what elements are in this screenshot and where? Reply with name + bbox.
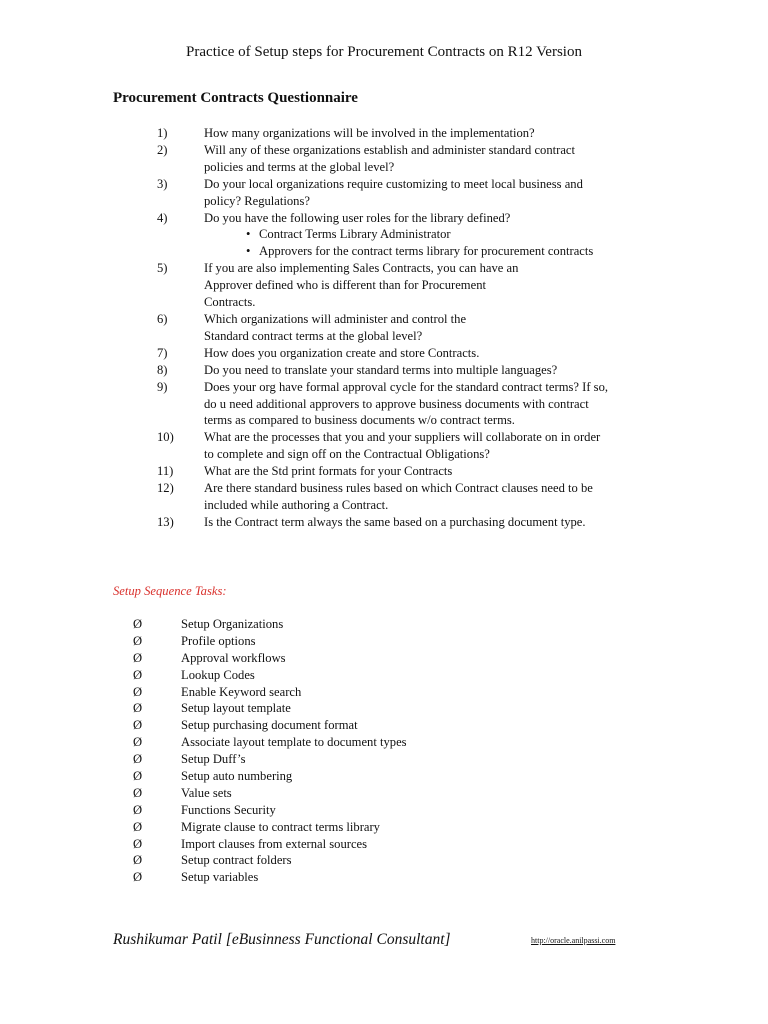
question-item — [0, 379, 768, 430]
question-number: 6) — [157, 311, 168, 326]
question-item — [0, 480, 768, 514]
tasks-list — [0, 616, 768, 886]
task-label: Setup Duff’s — [181, 752, 246, 767]
arrow-bullet-icon: Ø — [133, 650, 143, 665]
question-text-line: do u need additional approvers to approve business documents with contract — [204, 396, 589, 411]
role-bullet-text: Contract Terms Library Administrator — [259, 227, 451, 242]
task-label: Setup layout template — [181, 701, 291, 716]
task-item — [0, 869, 768, 886]
task-item — [0, 700, 768, 717]
question-text-line: How many organizations will be involved in the implementation? — [204, 126, 535, 140]
question-text-line: What are the Std print formats for your Contracts — [204, 464, 453, 479]
arrow-bullet-icon: Ø — [133, 769, 143, 784]
arrow-bullet-icon: Ø — [133, 752, 143, 767]
arrow-bullet-icon: Ø — [133, 633, 143, 648]
task-item — [0, 802, 768, 819]
arrow-bullet-icon: Ø — [133, 853, 143, 868]
task-label: Lookup Codes — [181, 667, 255, 682]
arrow-bullet-icon: Ø — [133, 836, 143, 851]
question-text-line: Do you have the following user roles for the library defined? — [204, 210, 511, 225]
footer-link[interactable]: http://oracle.anilpassi.com — [531, 936, 616, 945]
question-number: 1) — [157, 126, 168, 140]
task-item — [0, 785, 768, 802]
task-label: Setup variables — [181, 870, 259, 885]
page-title: Practice of Setup steps for Procurement Contracts on R12 Version — [186, 44, 582, 60]
task-label: Enable Keyword search — [181, 684, 302, 699]
question-number: 9) — [157, 379, 168, 394]
bullet-icon: • — [246, 244, 251, 259]
question-text-line: Is the Contract term always the same based on a purchasing document type. — [204, 514, 586, 529]
arrow-bullet-icon: Ø — [133, 718, 143, 733]
question-text-line: Contracts. — [204, 295, 256, 310]
question-text-line: Standard contract terms at the global level? — [204, 328, 423, 343]
question-item — [0, 463, 768, 480]
question-item — [0, 176, 768, 210]
question-item — [0, 345, 768, 362]
task-label: Functions Security — [181, 802, 276, 817]
task-item — [0, 650, 768, 667]
question-item — [0, 210, 768, 261]
question-number: 11) — [157, 464, 174, 479]
question-text-line: Which organizations will administer and control the — [204, 311, 467, 326]
question-number: 7) — [157, 345, 168, 360]
task-label: Associate layout template to document types — [181, 735, 407, 750]
arrow-bullet-icon: Ø — [133, 684, 143, 699]
arrow-bullet-icon: Ø — [133, 870, 143, 885]
question-text-line: Will any of these organizations establish and administer standard contract — [204, 142, 576, 157]
question-text-line: terms as compared to business documents w/o contract terms. — [204, 413, 515, 428]
task-label: Setup Organizations — [181, 617, 284, 631]
arrow-bullet-icon: Ø — [133, 802, 143, 817]
arrow-bullet-icon: Ø — [133, 785, 143, 800]
arrow-bullet-icon: Ø — [133, 667, 143, 682]
task-item — [0, 616, 768, 633]
question-number: 4) — [157, 210, 168, 225]
question-number: 2) — [157, 142, 168, 157]
question-number: 10) — [157, 430, 174, 445]
task-label: Migrate clause to contract terms library — [181, 819, 380, 834]
footer-author: Rushikumar Patil [eBusinness Functional Consultant] — [113, 931, 451, 948]
task-label: Setup auto numbering — [181, 769, 293, 784]
question-text-line: Do you need to translate your standard terms into multiple languages? — [204, 362, 558, 377]
question-text-line: Do your local organizations require customizing to meet local business and — [204, 176, 583, 191]
task-item — [0, 717, 768, 734]
section-title: Procurement Contracts Questionnaire — [113, 90, 358, 106]
arrow-bullet-icon: Ø — [133, 819, 143, 834]
questionnaire-list — [0, 125, 768, 531]
role-bullet-item — [0, 226, 768, 243]
question-text-line: Are there standard business rules based on which Contract clauses need to be — [204, 481, 593, 496]
question-item — [0, 429, 768, 463]
question-text-line: Approver defined who is different than for Procurement — [204, 278, 486, 293]
task-item — [0, 633, 768, 650]
task-item — [0, 734, 768, 751]
task-label: Setup contract folders — [181, 853, 292, 868]
role-bullet-item — [0, 243, 768, 260]
task-item — [0, 768, 768, 785]
question-text-line: Does your org have formal approval cycle for the standard contract terms? If so, — [204, 379, 609, 394]
role-bullet-list — [0, 226, 768, 260]
question-item — [0, 142, 768, 176]
task-item — [0, 819, 768, 836]
arrow-bullet-icon: Ø — [133, 735, 143, 750]
question-text-line: How does you organization create and store Contracts. — [204, 345, 480, 360]
question-text-line: to complete and sign off on the Contractual Obligations? — [204, 447, 490, 462]
question-number: 13) — [157, 514, 174, 529]
question-item — [0, 311, 768, 345]
question-text-line: If you are also implementing Sales Contracts, you can have an — [204, 261, 519, 276]
question-text-line: policies and terms at the global level? — [204, 159, 395, 174]
task-item — [0, 836, 768, 853]
question-number: 8) — [157, 362, 168, 377]
question-item — [0, 260, 768, 311]
task-label: Approval workflows — [181, 650, 286, 665]
task-label: Import clauses from external sources — [181, 836, 368, 851]
task-item — [0, 684, 768, 701]
question-item — [0, 514, 768, 531]
bullet-icon: • — [246, 227, 251, 242]
question-item — [0, 362, 768, 379]
question-number: 5) — [157, 261, 168, 276]
task-item — [0, 667, 768, 684]
arrow-bullet-icon: Ø — [133, 701, 143, 716]
arrow-bullet-icon: Ø — [133, 617, 143, 631]
task-label: Profile options — [181, 633, 256, 648]
question-text-line: What are the processes that you and your suppliers will collaborate on in order — [204, 430, 601, 445]
question-text-line: included while authoring a Contract. — [204, 497, 389, 512]
question-text-line: policy? Regulations? — [204, 193, 310, 208]
tasks-title: Setup Sequence Tasks: — [113, 584, 227, 598]
task-label: Setup purchasing document format — [181, 718, 358, 733]
role-bullet-text: Approvers for the contract terms library for procurement contracts — [259, 244, 594, 259]
question-number: 3) — [157, 176, 168, 191]
task-item — [0, 751, 768, 768]
question-item — [0, 125, 768, 142]
task-item — [0, 852, 768, 869]
question-number: 12) — [157, 481, 174, 496]
task-label: Value sets — [181, 785, 232, 800]
